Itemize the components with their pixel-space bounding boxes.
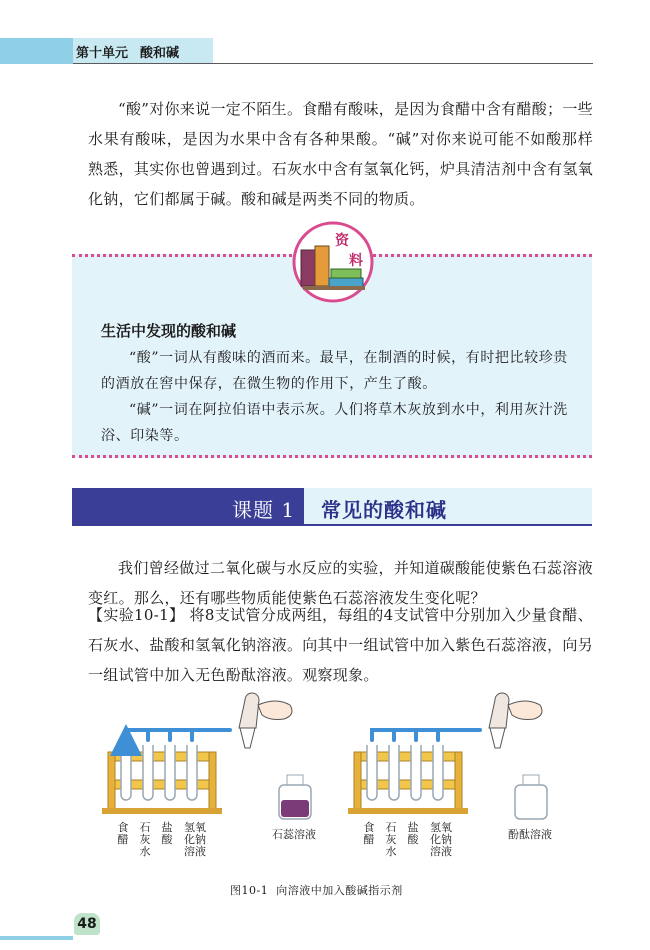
left-dropper xyxy=(239,693,292,748)
tube-label-naoh-right: 氢氧化钠溶液 xyxy=(430,821,452,858)
tube-label-vinegar-left: 食醋 xyxy=(117,821,129,846)
figure-caption xyxy=(230,882,403,898)
left-arrows xyxy=(126,730,230,744)
tube-label-vinegar-right: 食醋 xyxy=(363,821,375,846)
right-test-tube-rack xyxy=(348,752,468,814)
phenolphthalein-label: 酚酞溶液 xyxy=(508,828,552,841)
emblem-char-1: 资 xyxy=(335,233,349,249)
tube-label-hcl-right: 盐酸 xyxy=(407,821,419,846)
tube-label-naoh-left: 氢氧化钠溶液 xyxy=(184,821,206,858)
right-arrows xyxy=(372,730,480,740)
litmus-label: 石蕊溶液 xyxy=(272,828,316,841)
right-dropper xyxy=(489,693,542,748)
unit-title: 酸和碱 xyxy=(140,46,180,61)
phenolphthalein-bottle xyxy=(515,775,547,819)
footer-color-band xyxy=(0,936,73,940)
resource-paragraph-acid: “酸”一词从有酸味的酒而来。最早，在制酒的时候，有时把比较珍贵的酒放在窖中保存，在微生物的作用下，产生了酸。 xyxy=(101,350,568,392)
intro-paragraph: “酸”对你来说一定不陌生。食醋有酸味，是因为食醋中含有醋酸；一些水果有酸味，是因为水果中含有各种果酸。“碱”对你来说可能不如酸那样熟悉，其实你也曾遇到过。石灰水中含有氢氧化钙，炉具清洁剂中含有氢氧化钠，它们都属于碱。酸和碱是两类不同的物质。 xyxy=(88,100,593,208)
litmus-bottle xyxy=(279,775,311,819)
page-number: 48 xyxy=(74,913,100,935)
lesson-number: 课题 1 xyxy=(232,498,296,522)
experiment-text: 将8支试管分成两组，每组的4支试管中分别加入少量食醋、石灰水、盐酸和氢氧化钠溶液。向其中一组试管中加入紫色石蕊溶液，向另一组试管中加入无色酚酞溶液。观察现象。 xyxy=(88,606,593,684)
tube-label-hcl-left: 盐酸 xyxy=(161,821,173,846)
resource-heading: 生活中发现的酸和碱 xyxy=(101,322,237,340)
lesson-intro-paragraph: 我们曾经做过二氧化碳与水反应的实验，并知道碳酸能使紫色石蕊溶液变红。那么，还有哪些物质能使紫色石蕊溶液发生变化呢？ xyxy=(88,559,593,607)
tube-label-limewater-right: 石灰水 xyxy=(385,821,397,858)
lesson-title: 常见的酸和碱 xyxy=(321,498,447,522)
figure-number: 图10-1 xyxy=(230,884,269,897)
resource-paragraph-base: “碱”一词在阿拉伯语中表示灰。人们将草木灰放到水中，利用灰汁洗浴、印染等。 xyxy=(101,402,568,444)
figure-caption-text: 向溶液中加入酸碱指示剂 xyxy=(276,884,403,897)
unit-number: 第十单元 xyxy=(76,46,129,61)
tube-label-limewater-left: 石灰水 xyxy=(139,821,151,858)
experiment-label: 【实验10-1】 xyxy=(88,606,185,624)
left-test-tube-rack xyxy=(102,752,222,814)
emblem-char-2: 料 xyxy=(349,253,363,269)
